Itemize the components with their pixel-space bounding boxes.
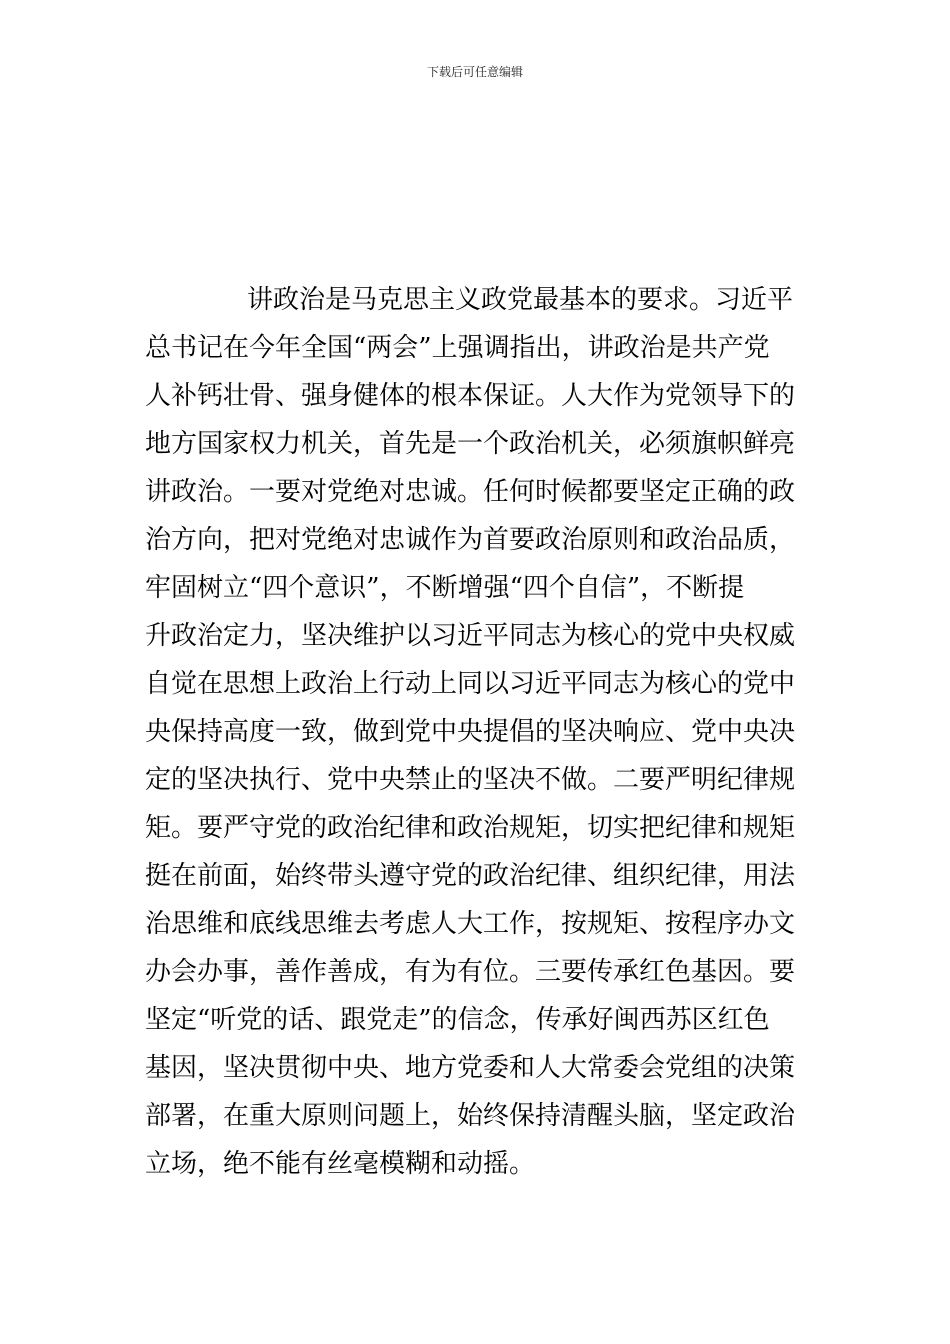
paragraph-line: 讲政治。一要对党绝对忠诚。任何时候都要坚定正确的政	[145, 477, 796, 507]
paragraph-line: 人补钙壮骨、强身健体的根本保证。人大作为党领导下的	[145, 381, 796, 411]
body-paragraph	[145, 276, 805, 1188]
paragraph-line: 自觉在思想上政治上行动上同以习近平同志为核心的党中	[145, 669, 796, 699]
paragraph-line: 立场，绝不能有丝毫模糊和动摇。	[145, 1149, 536, 1179]
paragraph-line: 挺在前面，始终带头遵守党的政治纪律、组织纪律，用法	[145, 861, 796, 891]
paragraph-line: 坚定“听党的话、跟党走”的信念，传承好闽西苏区红色	[145, 1005, 770, 1035]
paragraph-line: 牢固树立“四个意识”，不断增强“四个自信”，不断提	[145, 573, 745, 603]
paragraph-line: 总书记在今年全国“两会”上强调指出，讲政治是共产党	[145, 333, 770, 363]
paragraph-line: 升政治定力，坚决维护以习近平同志为核心的党中央权威	[145, 621, 796, 651]
paragraph-line: 治方向，把对党绝对忠诚作为首要政治原则和政治品质，	[145, 525, 796, 555]
paragraph-line: 基因，坚决贯彻中央、地方党委和人大常委会党组的决策	[145, 1053, 796, 1083]
paragraph-line: 定的坚决执行、党中央禁止的坚决不做。二要严明纪律规	[145, 765, 796, 795]
paragraph-line: 讲政治是马克思主义政党最基本的要求。习近平	[247, 285, 794, 315]
paragraph-line: 部署，在重大原则问题上，始终保持清醒头脑，坚定政治	[145, 1101, 796, 1131]
paragraph-line: 矩。要严守党的政治纪律和政治规矩，切实把纪律和规矩	[145, 813, 796, 843]
header-note: 下载后可任意编辑	[426, 65, 523, 79]
paragraph-line: 地方国家权力机关，首先是一个政治机关，必须旗帜鲜亮	[145, 429, 796, 459]
paragraph-line: 央保持高度一致，做到党中央提倡的坚决响应、党中央决	[145, 717, 796, 747]
paragraph-line: 治思维和底线思维去考虑人大工作，按规矩、按程序办文	[145, 909, 796, 939]
paragraph-line: 办会办事，善作善成，有为有位。三要传承红色基因。要	[145, 957, 796, 987]
